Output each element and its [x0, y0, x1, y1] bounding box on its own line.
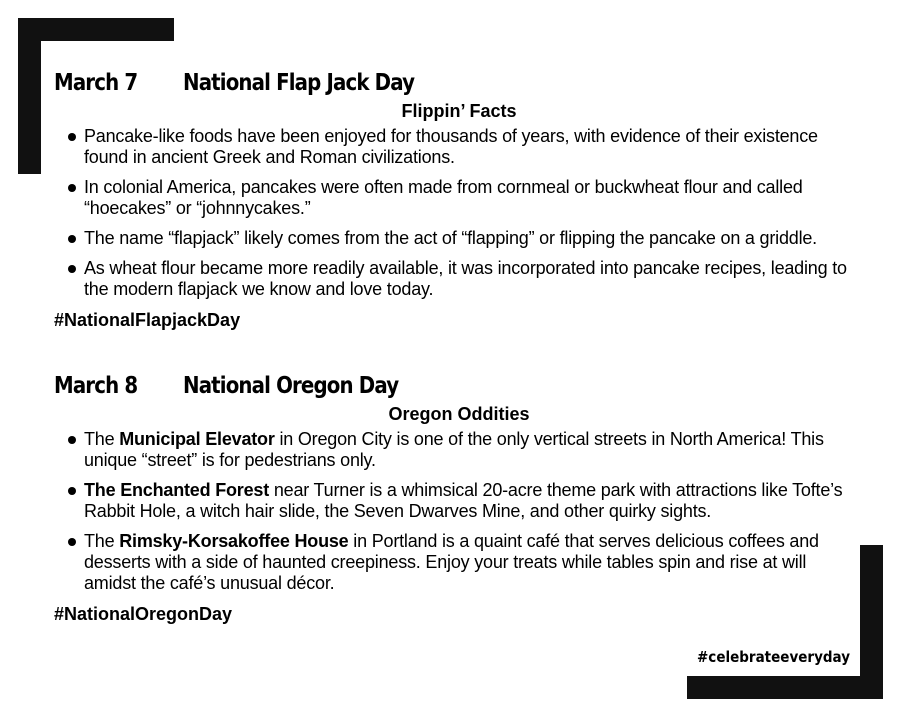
section-heading — [54, 68, 742, 98]
tagline: #celebrateeveryday — [697, 648, 851, 666]
fact-text: The — [84, 531, 120, 551]
section-title: National Flap Jack Day — [183, 70, 415, 96]
section-hashtag: #NationalFlapjackDay — [54, 310, 241, 330]
fact-text: near Turner is a whimsical 20-acre theme park with attractions like Tofte’s Rabbit Hole, a witch hair slide, the Seven Dwarves Mine, and other quirky sights. — [84, 480, 843, 521]
fact-highlight: Municipal Elevator — [119, 429, 275, 449]
section-date: March 7 — [54, 70, 138, 96]
fact-item — [54, 228, 854, 249]
fact-list — [54, 126, 854, 300]
corner-bracket-bottom-right-horizontal — [687, 676, 883, 699]
fact-item — [54, 531, 854, 594]
corner-bracket-bottom-right-vertical — [860, 545, 883, 699]
fact-text: In colonial America, pancakes were often made from cornmeal or buckwheat flour and called “hoecakes” or “johnnycakes.” — [84, 177, 803, 218]
fact-item — [54, 480, 854, 522]
bullet-dot-icon — [68, 235, 76, 243]
fact-highlight: The Enchanted Forest — [84, 480, 270, 500]
fact-highlight: Rimsky-Korsakoffee House — [119, 531, 349, 551]
fact-item — [54, 429, 854, 471]
bullet-dot-icon — [68, 184, 76, 192]
section-flapjack-day — [54, 68, 854, 331]
fact-text: in Oregon City is one of the only vertical streets in North America! This unique “street” is for pedestrians only. — [84, 429, 824, 470]
bullet-dot-icon — [68, 487, 76, 495]
fact-text: The — [84, 429, 120, 449]
section-subtitle: Flippin’ Facts — [401, 101, 517, 121]
section-oregon-day — [54, 371, 854, 625]
corner-bracket-top-left-horizontal — [18, 18, 174, 41]
section-hashtag: #NationalOregonDay — [54, 604, 233, 624]
fact-item — [54, 126, 854, 168]
fact-item — [54, 177, 854, 219]
fact-text: Pancake-like foods have been enjoyed for thousands of years, with evidence of their existence found in ancient Greek and Roman civilizations. — [84, 126, 818, 167]
section-subtitle: Oregon Oddities — [388, 404, 530, 424]
fact-text: As wheat flour became more readily available, it was incorporated into pancake recipes, leading to the modern flapjack we know and love today. — [84, 258, 847, 299]
bullet-dot-icon — [68, 133, 76, 141]
fact-list — [54, 429, 854, 594]
section-title: National Oregon Day — [183, 373, 399, 399]
bullet-dot-icon — [68, 538, 76, 546]
fact-item — [54, 258, 854, 300]
bullet-dot-icon — [68, 436, 76, 444]
section-heading — [54, 371, 742, 401]
corner-bracket-top-left-vertical — [18, 18, 41, 174]
fact-text: in Portland is a quaint café that serves delicious coffees and desserts with a side of haunted creepiness. Enjoy your treats while tables spin and rise at will amidst the café’s unusual décor. — [84, 531, 819, 593]
section-date: March 8 — [54, 373, 138, 399]
fact-text: The name “flapjack” likely comes from the act of “flapping” or flipping the pancake on a griddle. — [84, 228, 817, 248]
bullet-dot-icon — [68, 265, 76, 273]
